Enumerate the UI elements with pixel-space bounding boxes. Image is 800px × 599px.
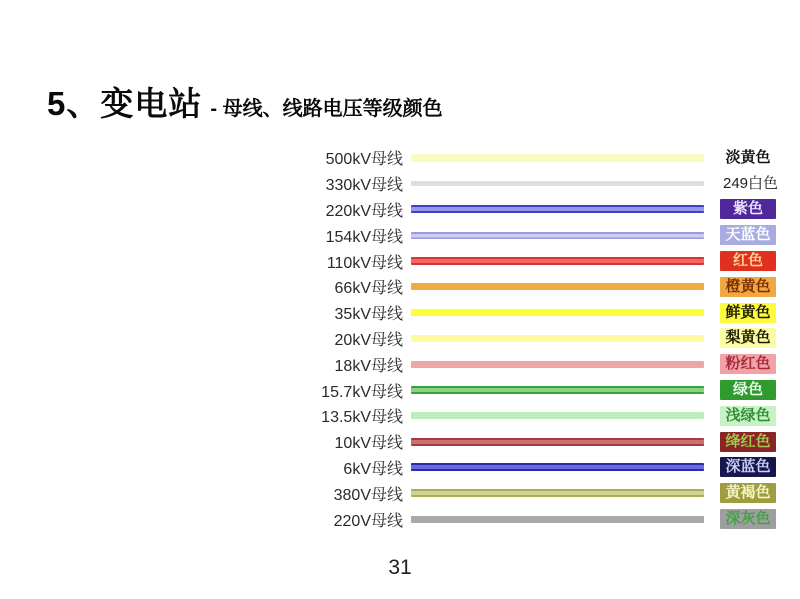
voltage-color-legend <box>300 145 786 532</box>
color-name-chip: 深灰色 <box>720 509 776 529</box>
voltage-label: 500kV母线 <box>325 151 403 169</box>
voltage-color-bar <box>411 205 704 213</box>
color-name-chip: 粉红色 <box>720 354 776 374</box>
legend-row <box>300 480 786 506</box>
voltage-label: 380V母线 <box>333 486 403 504</box>
voltage-label: 6kV母线 <box>343 460 403 478</box>
legend-row <box>300 455 786 481</box>
color-name-chip: 黄褐色 <box>720 483 776 503</box>
voltage-label: 110kV母线 <box>326 254 403 272</box>
voltage-color-bar <box>411 335 704 342</box>
page-number: 31 <box>388 556 412 579</box>
color-name-chip: 绛红色 <box>720 432 776 452</box>
color-name-chip: 梨黄色 <box>720 328 776 348</box>
legend-row <box>300 248 786 274</box>
legend-row <box>300 506 786 532</box>
voltage-color-bar <box>411 309 704 316</box>
voltage-label: 330kV母线 <box>325 177 403 195</box>
voltage-label: 18kV母线 <box>334 357 403 375</box>
voltage-label: 66kV母线 <box>334 280 403 298</box>
slide-title-line <box>47 78 443 125</box>
color-name-chip: 橙黄色 <box>720 277 776 297</box>
legend-row <box>300 171 786 197</box>
voltage-label: 35kV母线 <box>334 306 403 324</box>
legend-row <box>300 145 786 171</box>
legend-row <box>300 197 786 223</box>
legend-row <box>300 326 786 352</box>
color-name-chip: 淡黄色 <box>725 148 771 166</box>
color-name-chip: 天蓝色 <box>720 225 776 245</box>
color-name-chip: 绿色 <box>720 380 776 400</box>
legend-row <box>300 377 786 403</box>
voltage-color-bar <box>411 438 704 446</box>
legend-row <box>300 222 786 248</box>
color-name-chip: 鲜黄色 <box>720 303 776 323</box>
voltage-color-bar <box>411 257 704 265</box>
voltage-color-bar <box>411 489 704 497</box>
page-subtitle: - 母线、线路电压等级颜色 <box>210 98 443 120</box>
voltage-color-bar <box>411 516 704 523</box>
voltage-label: 10kV母线 <box>334 435 403 453</box>
page-title: 5、变电站 <box>47 85 203 122</box>
color-name-chip: 红色 <box>720 251 776 271</box>
color-name-chip: 249白色 <box>723 174 779 192</box>
legend-row <box>300 274 786 300</box>
color-name-chip: 紫色 <box>720 199 776 219</box>
color-name-chip: 浅绿色 <box>720 406 776 426</box>
voltage-color-bar <box>411 361 704 368</box>
voltage-color-bar <box>411 181 704 186</box>
voltage-color-bar <box>411 154 704 162</box>
color-name-chip: 深蓝色 <box>720 457 776 477</box>
voltage-color-bar <box>411 283 704 290</box>
legend-rows <box>300 145 786 532</box>
voltage-label: 154kV母线 <box>325 228 403 246</box>
voltage-label: 220V母线 <box>333 512 403 530</box>
legend-row <box>300 351 786 377</box>
voltage-label: 20kV母线 <box>334 331 403 349</box>
voltage-color-bar <box>411 412 704 419</box>
legend-row <box>300 300 786 326</box>
voltage-color-bar <box>411 463 704 471</box>
legend-row <box>300 403 786 429</box>
voltage-label: 13.5kV母线 <box>321 409 403 427</box>
legend-row <box>300 429 786 455</box>
voltage-label: 220kV母线 <box>325 202 403 220</box>
voltage-color-bar <box>411 232 704 239</box>
voltage-color-bar <box>411 386 704 394</box>
voltage-label: 15.7kV母线 <box>321 383 403 401</box>
